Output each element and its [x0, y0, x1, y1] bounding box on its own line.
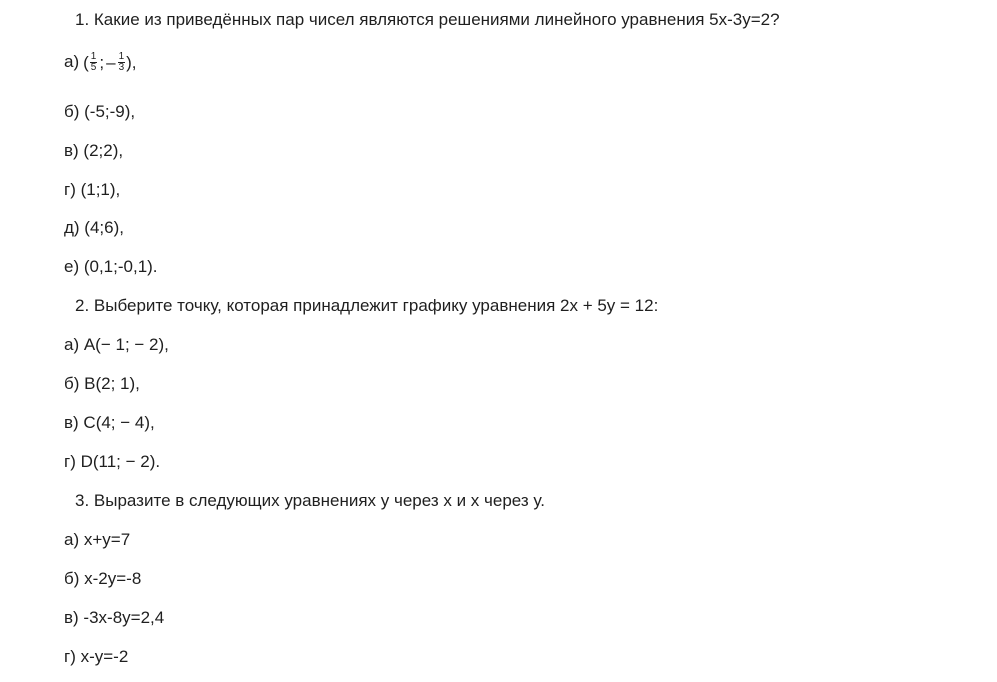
q2-option-d: г) D(11; − 2).	[64, 452, 161, 471]
q3-option-d: г) х-у=-2	[64, 647, 129, 666]
open-paren: (	[83, 52, 89, 72]
question-1-title: 1. Какие из приведённых пар чисел являются решениями линейного уравнения 5х-3у=2?	[75, 10, 780, 29]
q2-option-a: а) A(− 1; − 2),	[64, 335, 169, 354]
separator: ;	[99, 52, 105, 72]
close-paren: ),	[126, 52, 137, 72]
q2-option-c: в) C(4; − 4),	[64, 413, 155, 432]
q1-option-a	[64, 52, 137, 72]
minus-sign: –	[106, 52, 116, 72]
fraction-one-third	[118, 52, 126, 73]
q3-option-b: б) х-2у=-8	[64, 569, 142, 588]
q1-option-d: г) (1;1),	[64, 180, 121, 199]
q1-option-a-math	[83, 52, 136, 73]
q1-option-b: б) (-5;-9),	[64, 102, 136, 121]
fraction-numerator: 1	[118, 51, 125, 63]
q1-option-c: в) (2;2),	[64, 141, 124, 160]
question-2-title: 2. Выберите точку, которая принадлежит графику уравнения 2x + 5y = 12:	[75, 296, 659, 315]
q1-option-f: е) (0,1;-0,1).	[64, 257, 158, 276]
fraction-denominator: 5	[90, 62, 97, 74]
fraction-denominator: 3	[118, 62, 125, 74]
q3-option-a: а) х+у=7	[64, 530, 131, 549]
q2-option-b: б) B(2; 1),	[64, 374, 140, 393]
question-3-title: 3. Выразите в следующих уравнениях у через х и х через у.	[75, 491, 545, 510]
fraction-one-fifth	[90, 52, 98, 73]
q3-option-c: в) -3х-8у=2,4	[64, 608, 165, 627]
fraction-numerator: 1	[90, 51, 97, 63]
q1-option-e: д) (4;6),	[64, 218, 124, 237]
q1-option-a-label: а)	[64, 52, 80, 71]
